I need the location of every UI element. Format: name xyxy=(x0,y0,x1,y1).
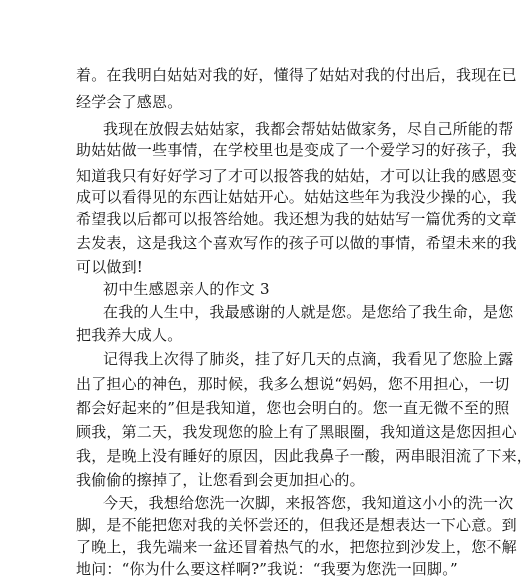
text-line: 成可以看得见的东西让姑姑开心。姑姑这些年为我没少操的心，我 xyxy=(76,188,517,206)
text-line: 希望我以后都可以报答给她。我还想为我的姑姑写一篇优秀的文章 xyxy=(76,210,517,228)
text-line: 着。在我明白姑姑对我的好，懂得了姑姑对我的付出后，我现在已 xyxy=(76,66,517,84)
text-line: 都会好起来的”但是我知道，您也会明白的。您一直无微不至的照 xyxy=(76,399,510,417)
text-line: 出了担心的神色，那时候，我多么想说“妈妈，您不用担心，一切 xyxy=(76,375,510,393)
text-line: 知道我只有好好学习了才可以报答我的姑姑，才可以让我的感恩变 xyxy=(76,167,517,185)
paragraph-first-line: 我现在放假去姑姑家，我都会帮姑姑做家务，尽自己所能的帮 xyxy=(103,120,514,138)
paragraph-first-line: 今天，我想给您洗一次脚，来报答您，我知道这小小的洗一次 xyxy=(103,494,514,512)
text-line: 去发表，这是我这个喜欢写作的孩子可以做的事情，希望未来的我 xyxy=(76,234,517,252)
paragraph-first-line: 记得我上次得了肺炎，挂了好几天的点滴，我看见了您脸上露 xyxy=(103,350,514,368)
text-line: 脚，是不能把您对我的关怀尝还的，但我还是想表达一下心意。到 xyxy=(76,516,517,534)
text-line: 顾我，第二天，我发现您的脸上有了黑眼圈，我知道这是您因担心 xyxy=(76,423,517,441)
text-line: 可以做到! xyxy=(76,258,144,276)
text-line-partial: 地问：“你为什么要这样啊?”我说：“我要为您洗一回脚。” xyxy=(76,560,458,578)
text-line: 我偷偷的擦掉了，让您看到会更加担心的。 xyxy=(76,471,365,489)
section-heading: 初中生感恩亲人的作文 3 xyxy=(103,280,270,298)
text-line: 经学会了感恩。 xyxy=(76,93,183,111)
text-line: 助姑姑做一些事情，在学校里也是变成了一个爱学习的好孩子，我 xyxy=(76,141,517,159)
text-line: 我，是晚上没有睡好的原因，因此我鼻子一酸，两串眼泪流了下来， xyxy=(76,447,532,465)
text-line: 了晚上，我先端来一盆还冒着热气的水，把您拉到沙发上，您不解 xyxy=(76,538,517,556)
text-line: 把我养大成人。 xyxy=(76,326,183,344)
paragraph-first-line: 在我的人生中，我最感谢的人就是您。是您给了我生命，是您 xyxy=(103,303,514,321)
